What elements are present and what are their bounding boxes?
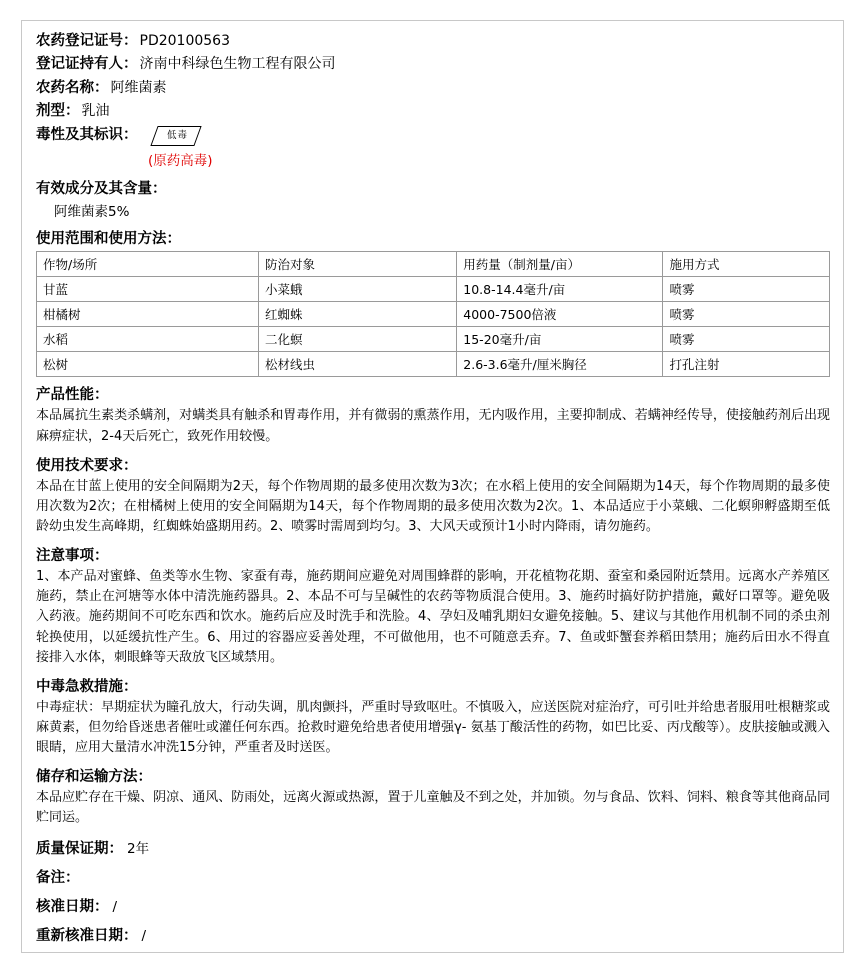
reapproval-date-value: /: [141, 927, 147, 944]
performance-title: 产品性能：: [36, 387, 109, 404]
performance-text: 本品属抗生素类杀螨剂，对螨类具有触杀和胃毒作用，并有微弱的熏蒸作用，无内吸作用，主要抑制成、若螨神经传导，使接触药剂后出现麻痹症状，2-4天后死亡，致死作用较慢。: [36, 408, 830, 444]
cell-crop: 松树: [37, 352, 259, 377]
formulation-line: [36, 100, 830, 123]
cell-method: 喷雾: [663, 302, 830, 327]
technical-text: 本品在甘蓝上使用的安全间隔期为2天，每个作物周期的最多使用次数为3次；在水稻上使用的安全间隔期为14天，每个作物周期的最多使用次数为2次；在柑橘树上使用的安全间隔期为14天，每个作物周期的最多使用次数为2次。1、本品适应于小菜蛾、二化螟卵孵盛期至低龄幼虫发生高峰期，红蜘蛛始盛期用药。2、喷雾时需周到均匀。3、大风天或预计1小时内降雨，请勿施药。: [36, 478, 830, 534]
usage-table: [36, 251, 830, 377]
remark-label: 备注：: [36, 869, 80, 886]
table-row: [37, 327, 830, 352]
reapproval-date-label: 重新核准日期：: [36, 927, 138, 944]
table-row: [37, 302, 830, 327]
cell-target: 红蜘蛛: [259, 302, 457, 327]
ingredient-value: 阿维菌素5%: [54, 204, 130, 221]
toxicity-label: 毒性及其标识：: [36, 126, 138, 143]
toxicity-line: [36, 124, 830, 147]
storage-text: 本品应贮存在干燥、阴凉、通风、防雨处，远离火源或热源，置于儿童触及不到之处，并加锁。勿与食品、饮料、饲料、粮食等其他商品同贮同运。: [36, 790, 830, 826]
cell-method: 打孔注射: [663, 352, 830, 377]
cell-crop: 柑橘树: [37, 302, 259, 327]
product-name-line: [36, 77, 830, 100]
shelf-life-label: 质量保证期：: [36, 840, 123, 857]
formulation-value: 乳油: [81, 103, 110, 120]
table-row: [37, 277, 830, 302]
cell-dose: 2.6-3.6毫升/厘米胸径: [457, 352, 663, 377]
formulation-label: 剂型：: [36, 103, 80, 120]
cell-method: 喷雾: [663, 327, 830, 352]
approval-date-line: [36, 895, 830, 916]
registration-number-line: [36, 30, 830, 53]
shelf-life-line: [36, 837, 830, 858]
cell-target: 松材线虫: [259, 352, 457, 377]
cell-dose: 4000-7500倍液: [457, 302, 663, 327]
storage-title: 储存和运输方法：: [36, 769, 152, 786]
table-header-row: [37, 252, 830, 277]
table-row: [37, 352, 830, 377]
cell-crop: 甘蓝: [37, 277, 259, 302]
column-header-crop: 作物/场所: [37, 252, 259, 277]
label-content: [26, 22, 840, 951]
registration-number-value: PD20100563: [139, 33, 230, 49]
cell-target: 小菜蛾: [259, 277, 457, 302]
registration-number-label: 农药登记证号：: [36, 33, 138, 49]
product-name-label: 农药名称：: [36, 79, 109, 96]
approval-date-value: /: [112, 898, 118, 915]
toxicity-mark-text: 低毒: [166, 129, 188, 141]
first-aid-text: 中毒症状：早期症状为瞳孔放大，行动失调，肌肉颤抖，严重时导致呕吐。不慎吸入，应送医院对症治疗，可引吐并给患者服用吐根糖浆或麻黄素，但勿给昏迷患者催吐或灌任何东西。抢救时避免给患者使用增强γ- 氨基丁酸活性的药物，如巴比妥、丙戊酸等）。皮肤接触或溅入眼睛，应用大量清水冲洗15分钟，严重者及时送医。: [36, 699, 830, 756]
product-name-value: 阿维菌素: [110, 79, 167, 96]
technical-title: 使用技术要求：: [36, 457, 138, 474]
usage-title: 使用范围和使用方法：: [36, 231, 181, 248]
remark-line: [36, 866, 830, 887]
cell-dose: 15-20毫升/亩: [457, 327, 663, 352]
attention-text: 1、本产品对蜜蜂、鱼类等水生物、家蚕有毒，施药期间应避免对周围蜂群的影响，开花植物花期、蚕室和桑园附近禁用。远离水产养殖区施药，禁止在河塘等水体中清洗施药器具。2、本品不可与呈碱性的农药等物质混合使用。3、施药时搞好防护措施，戴好口罩等。避免吸入药液。施药期间不可吃东西和饮水。施药后应及时洗手和洗脸。4、孕妇及哺乳期妇女避免接触。5、建议与其他作用机制不同的杀虫剂轮换使用，以延缓抗性产生。6、用过的容器应妥善处理，不可做他用，也不可随意丢弃。7、鱼或虾蟹套养稻田禁用；施药后田水不得直接排入水体，刺眼蜂等天敌放飞区域禁用。: [36, 569, 830, 665]
cell-crop: 水稻: [37, 327, 259, 352]
toxicity-note: (原药高毒): [148, 153, 213, 170]
cell-target: 二化螟: [259, 327, 457, 352]
column-header-method: 施用方式: [663, 252, 830, 277]
ingredient-title: 有效成分及其含量：: [36, 181, 167, 198]
reapproval-date-line: [36, 924, 830, 945]
attention-title: 注意事项：: [36, 548, 109, 565]
column-header-dose: 用药量（制剂量/亩）: [457, 252, 663, 277]
cell-method: 喷雾: [663, 277, 830, 302]
first-aid-title: 中毒急救措施：: [36, 678, 138, 695]
holder-line: [36, 53, 830, 76]
shelf-life-value: 2年: [127, 840, 150, 857]
low-toxicity-diamond-icon: [148, 125, 208, 147]
column-header-target: 防治对象: [259, 252, 457, 277]
approval-date-label: 核准日期：: [36, 898, 109, 915]
holder-label: 登记证持有人：: [36, 56, 138, 73]
cell-dose: 10.8-14.4毫升/亩: [457, 277, 663, 302]
holder-value: 济南中科绿色生物工程有限公司: [139, 56, 336, 73]
